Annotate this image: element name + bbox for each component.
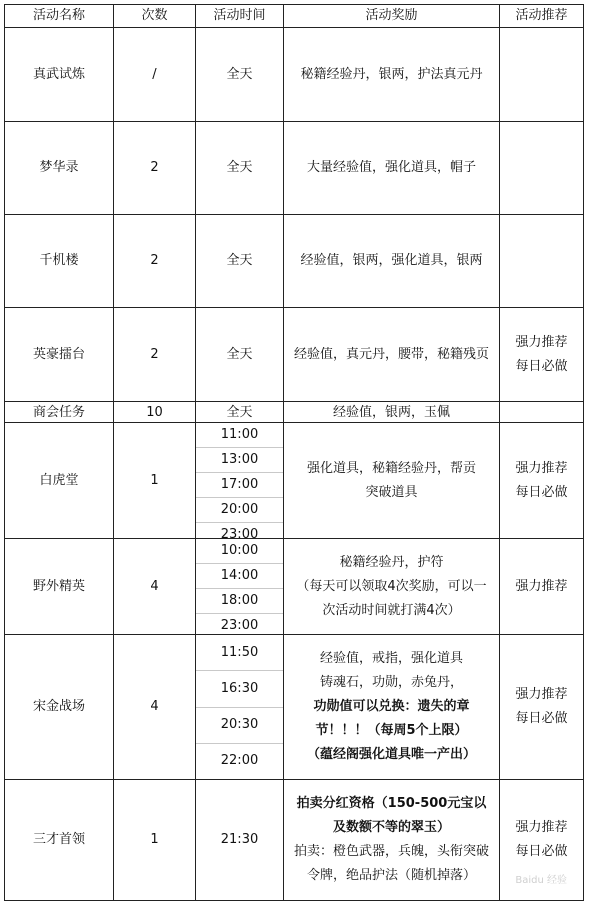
activity-name: 野外精英: [5, 539, 114, 635]
activity-name: 梦华录: [5, 122, 114, 215]
table-row: [5, 215, 584, 308]
header-name: 活动名称: [5, 5, 114, 28]
activity-time: 全天: [196, 215, 284, 308]
activity-count: 2: [114, 308, 196, 402]
activity-recommend: 强力推荐 每日必做: [500, 423, 584, 539]
activity-name: 千机楼: [5, 215, 114, 308]
activity-recommend: 强力推荐: [500, 539, 584, 635]
watermark: Baidu 经验: [515, 875, 567, 886]
table-row: [5, 308, 584, 402]
header-count: 次数: [114, 5, 196, 28]
activity-count: 4: [114, 635, 196, 780]
activity-reward: 大量经验值，强化道具，帽子: [284, 122, 500, 215]
activity-time: 全天: [196, 28, 284, 122]
time-slot: 10:00: [196, 539, 283, 564]
time-slot: 14:00: [196, 564, 283, 589]
header-time: 活动时间: [196, 5, 284, 28]
activity-table: [4, 4, 584, 901]
activity-reward: 秘籍经验丹，护符 （每天可以领取4次奖励，可以一 次活动时间就打满4次）: [284, 539, 500, 635]
time-slot: 13:00: [196, 448, 283, 473]
activity-recommend: [500, 28, 584, 122]
time-slot: 18:00: [196, 589, 283, 614]
time-slot: 20:00: [196, 498, 283, 523]
activity-time-list: [196, 635, 284, 780]
activity-reward: 经验值，戒指，强化道具 铸魂石，功勋，赤兔丹， 功勋值可以兑换：遗失的章 节！！！（每周5个上限） （蕴经阁强化道具唯一产出）: [284, 635, 500, 780]
activity-recommend: 强力推荐 每日必做: [500, 780, 584, 901]
activity-recommend: [500, 402, 584, 423]
table-row: [5, 28, 584, 122]
activity-count: 1: [114, 423, 196, 539]
table-row: [5, 635, 584, 780]
activity-recommend: [500, 122, 584, 215]
activity-recommend: 强力推荐 每日必做: [500, 308, 584, 402]
activity-reward: 经验值，银两，强化道具，银两: [284, 215, 500, 308]
activity-reward: 强化道具，秘籍经验丹，帮贡 突破道具: [284, 423, 500, 539]
table-row: [5, 539, 584, 635]
header-row: [5, 5, 584, 28]
activity-time-list: [196, 423, 284, 542]
table-row: [5, 402, 584, 423]
activity-time: 全天: [196, 122, 284, 215]
activity-count: 10: [114, 402, 196, 423]
activity-count: 2: [114, 122, 196, 215]
time-slot: 23:00: [220, 527, 259, 542]
activity-time: 全天: [196, 308, 284, 402]
time-slot: 11:50: [196, 635, 283, 671]
activity-name: 宋金战场: [5, 635, 114, 780]
activity-recommend: 强力推荐 每日必做: [500, 635, 584, 780]
activity-count: 2: [114, 215, 196, 308]
activity-name: 英豪擂台: [5, 308, 114, 402]
activity-reward: 秘籍经验丹，银两，护法真元丹: [284, 28, 500, 122]
time-slot: 23:00: [220, 618, 259, 633]
time-slot: 11:00: [196, 423, 283, 448]
activity-recommend: [500, 215, 584, 308]
activity-count: /: [114, 28, 196, 122]
activity-time: 全天: [196, 402, 284, 423]
header-recommend: 活动推荐: [500, 5, 584, 28]
time-slot: 17:00: [196, 473, 283, 498]
activity-reward: 经验值，真元丹，腰带，秘籍残页: [284, 308, 500, 402]
time-slot: 20:30: [196, 708, 283, 744]
activity-time: 21:30: [196, 780, 284, 901]
activity-name: 真武试炼: [5, 28, 114, 122]
activity-count: 4: [114, 539, 196, 635]
table-row: [5, 122, 584, 215]
table-row: [5, 423, 584, 539]
table-row: [5, 780, 584, 901]
activity-name: 商会任务: [5, 402, 114, 423]
activity-time-list: [196, 539, 284, 635]
header-reward: 活动奖励: [284, 5, 500, 28]
activity-reward: 拍卖分红资格（150-500元宝以 及数额不等的翠玉） 拍卖：橙色武器，兵魄，头衔突破 令牌，绝品护法（随机掉落）: [284, 780, 500, 901]
activity-count: 1: [114, 780, 196, 901]
activity-name: 白虎堂: [5, 423, 114, 539]
time-slot: 16:30: [196, 671, 283, 707]
time-slot: 22:00: [220, 753, 259, 769]
activity-name: 三才首领: [5, 780, 114, 901]
activity-reward: 经验值，银两，玉佩: [284, 402, 500, 423]
